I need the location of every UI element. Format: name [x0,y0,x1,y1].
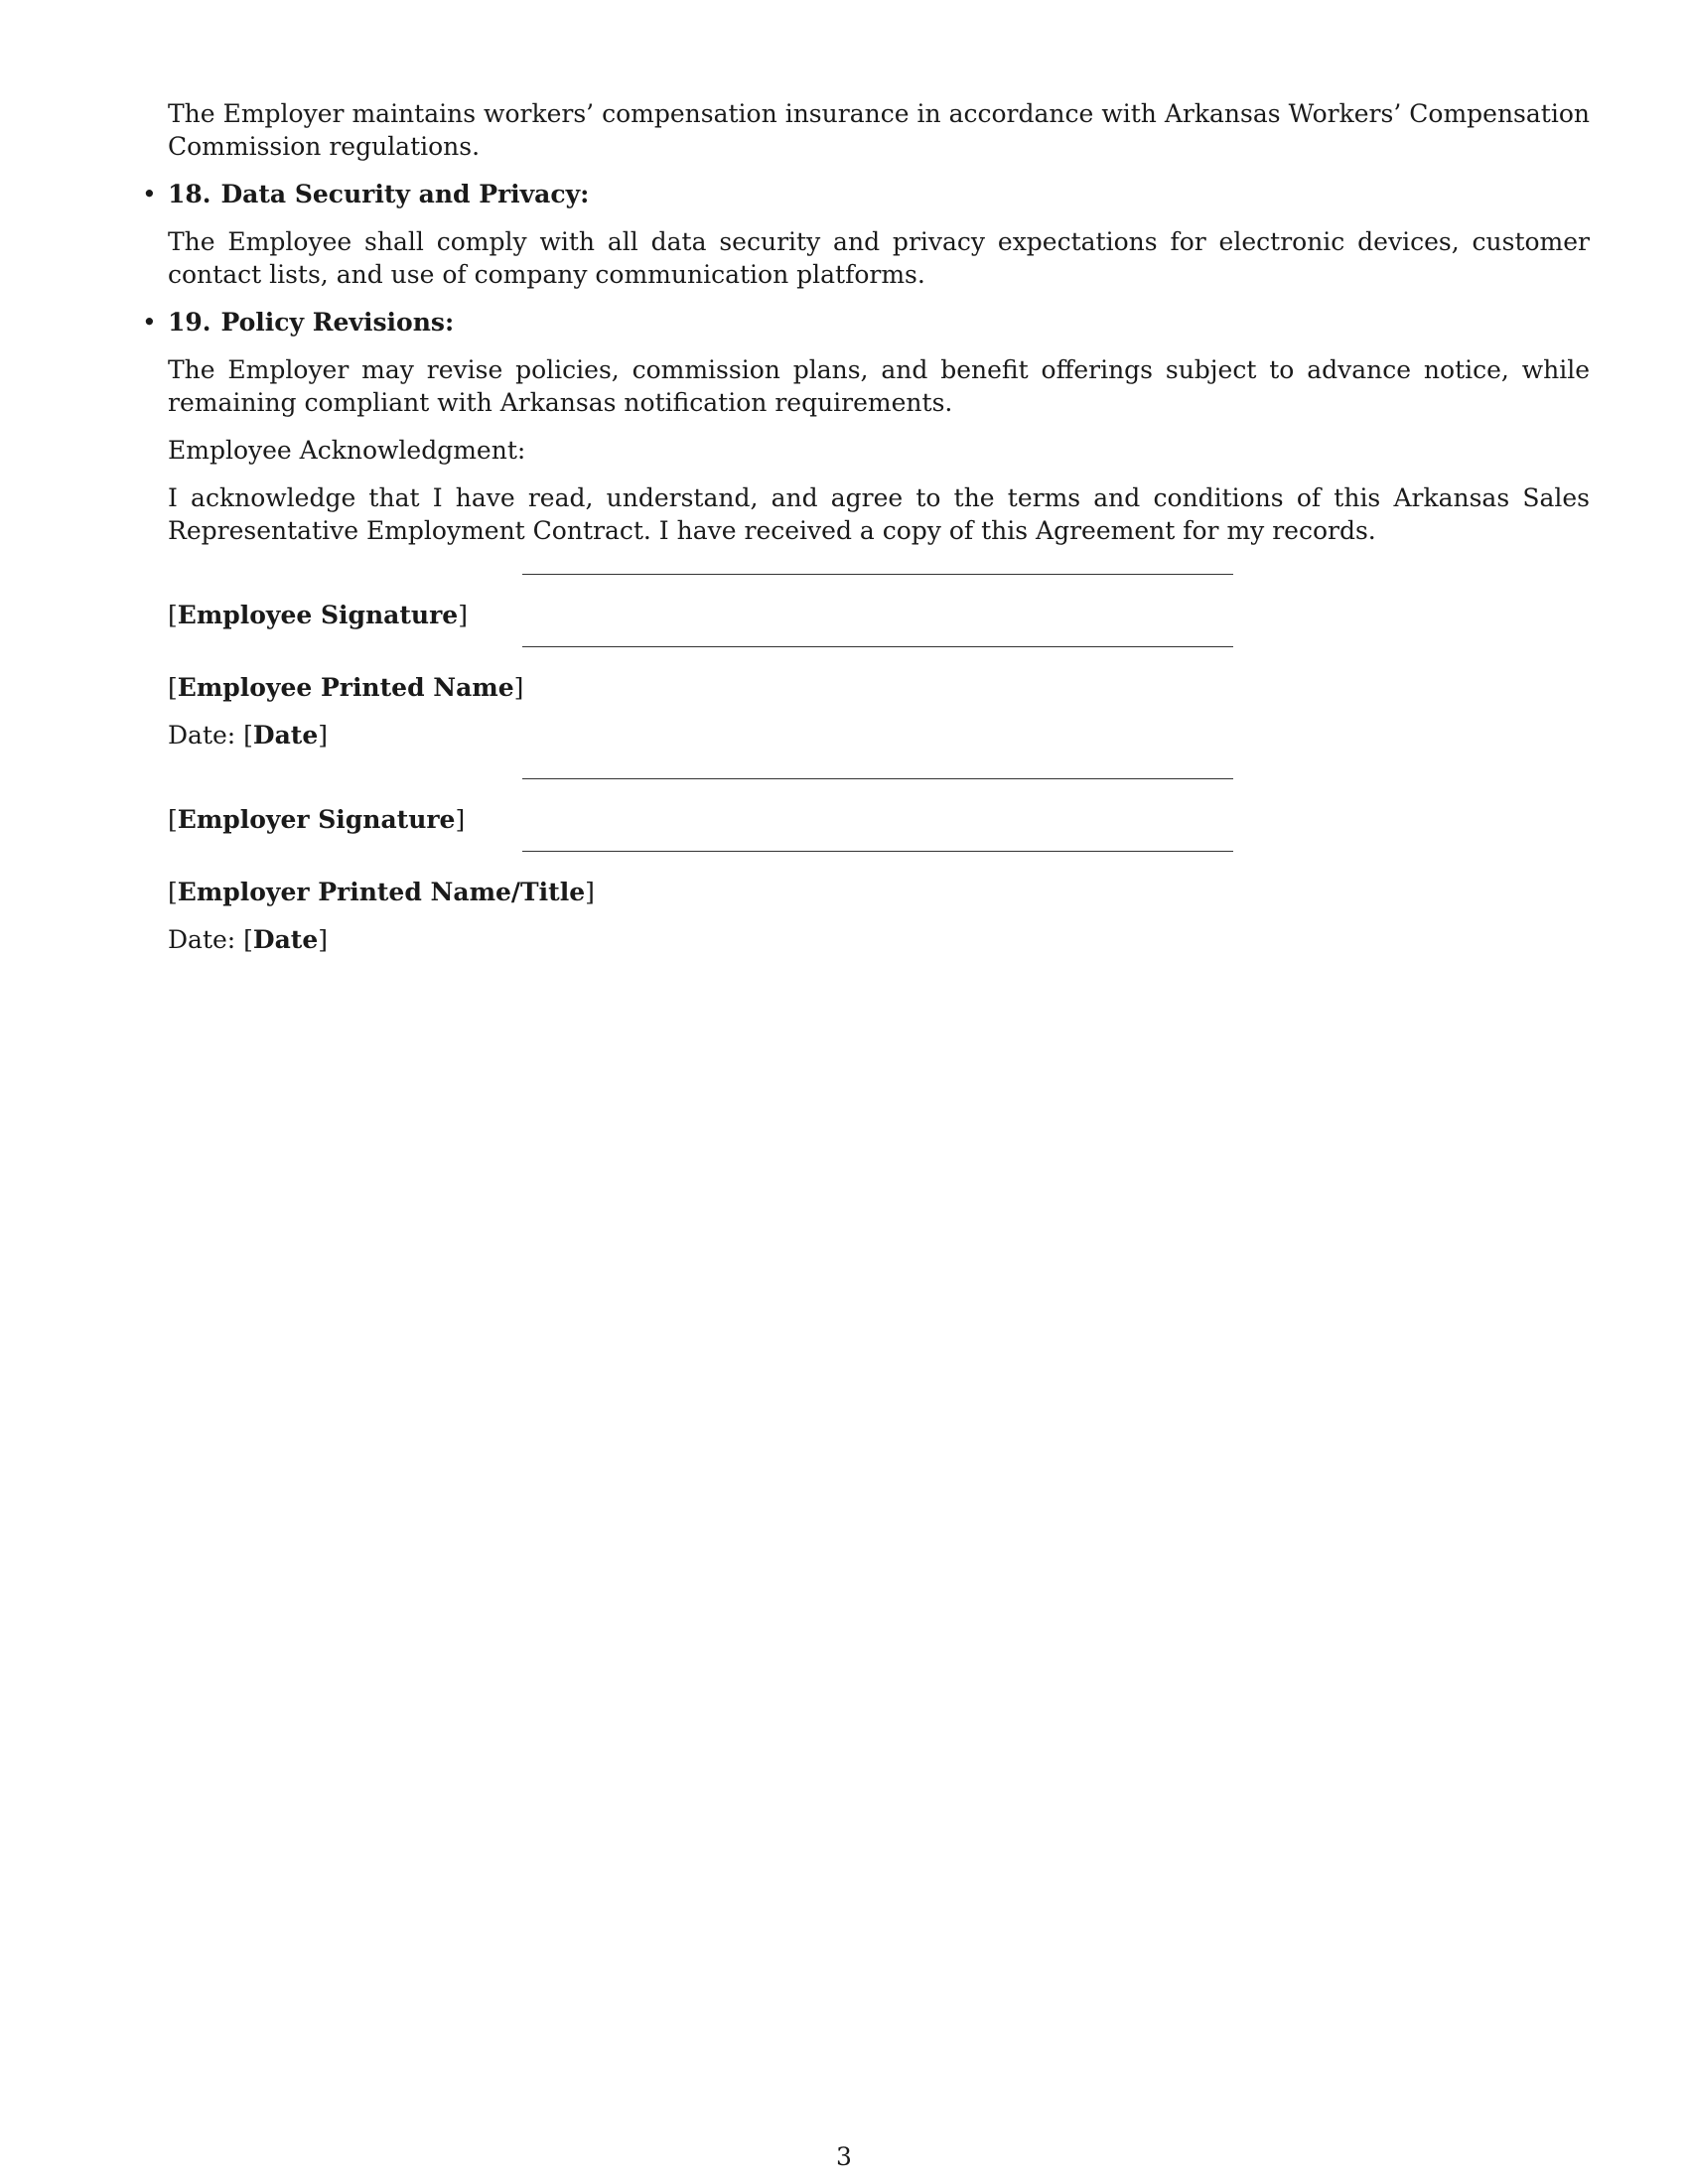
page-content [142,97,1590,983]
employee-signature-label: [Employee Signature] [168,601,468,629]
section-19-body: The Employer may revise policies, commission plans, and benefit offerings subject to advance notice, while remaining compliant with Arkansas notification requirements. [168,355,1590,417]
bullet-icon: • [142,308,157,337]
section-18-body: The Employee shall comply with all data security and privacy expectations for electronic devices, customer contact lists, and use of company communication platforms. [168,227,1590,289]
employee-printed-name-line[interactable] [522,646,1233,647]
section-19-title: Policy Revisions: [220,308,455,337]
acknowledgment-text: I acknowledge that I have read, understand, and agree to the terms and conditions of this Arkansas Sales Representative Employment Contract. I have received a copy of this Agreement for my records. [168,483,1590,545]
employer-signature-block [168,778,1590,956]
bullet-icon: • [142,180,157,208]
page-number: 3 [836,2142,852,2171]
section-19 [142,306,1590,419]
acknowledgment-heading: Employee Acknowledgment: [168,436,526,465]
employer-printed-name-line[interactable] [522,851,1233,852]
section-19-number: 19. [168,308,211,337]
section-19-heading [168,306,1590,339]
section-18 [142,178,1590,291]
section-18-title: Data Security and Privacy: [220,180,590,208]
employee-date-label: Date: [168,721,236,750]
employee-printed-name-label: [Employee Printed Name] [168,673,524,702]
employee-signature-block [168,574,1590,751]
section-18-heading [168,178,1590,210]
employer-signature-line[interactable] [522,778,1233,779]
employer-date-value: Date [252,925,319,954]
employee-date: Date: [Date] [168,721,329,750]
employee-date-value: Date [252,721,319,750]
employer-date-label: Date: [168,925,236,954]
workers-comp-paragraph: The Employer maintains workers’ compensation insurance in accordance with Arkansas Workers’ Compensation Commission regulations. [168,99,1590,161]
employee-signature-line[interactable] [522,574,1233,575]
employer-signature-label: [Employer Signature] [168,805,466,834]
section-18-number: 18. [168,180,211,208]
employer-date: Date: [Date] [168,925,329,954]
employer-printed-name-label: [Employer Printed Name/Title] [168,878,595,906]
